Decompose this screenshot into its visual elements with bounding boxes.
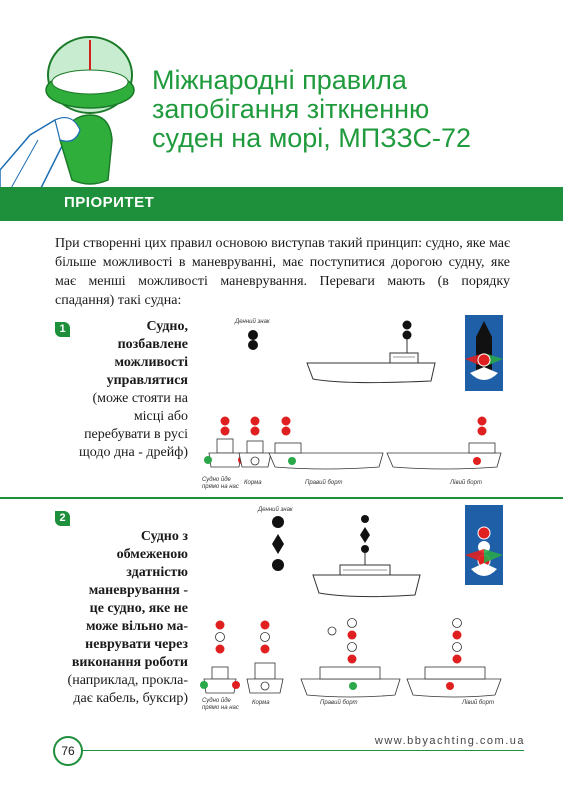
s1-caption-stern: Корма: [244, 480, 262, 486]
s2-bold-8: виконання роботи: [71, 655, 188, 670]
s1-bold-1: Судно,: [146, 319, 188, 334]
s2-bold-6: може вільно ма-: [85, 619, 188, 634]
s1-day-sign-label: Денний знак: [235, 319, 270, 325]
s1-caption-starboard: Правий борт: [305, 480, 343, 486]
s2-bold-4: маневрування -: [88, 583, 188, 598]
s1-note-4: щодо дна - дрейф): [78, 445, 188, 460]
footer-line: [74, 750, 524, 751]
section-2-number: 2: [55, 511, 70, 526]
banner-label: ПРІОРИТЕТ: [64, 194, 155, 211]
s1-caption-ahead: Судно йде прямо на нас: [202, 477, 239, 490]
section-2-text: [60, 528, 188, 708]
intro-paragraph: При створенні цих правил основою виступав такий принцип: судно, яке має більше можливості в маневруванні, має поступитися дорогою судну, яке має менші можливості маневрування. Переваги мають (в порядку спадання) такі судна:: [55, 236, 510, 308]
s2-illustrations: [195, 505, 505, 715]
section-1-text: [60, 318, 188, 462]
page-number: 76: [53, 736, 83, 766]
s2-bold-3: здатністю: [126, 565, 188, 580]
s2-bold-1: Судно з: [140, 529, 188, 544]
s2-caption-starboard: Правий борт: [320, 700, 358, 706]
page-title: [152, 66, 552, 153]
s2-caption-port: Лівий борт: [462, 700, 494, 706]
s1-note-1: (може стояти на: [92, 391, 188, 406]
s1-bold-4: управлятися: [106, 373, 188, 388]
s2-day-sign-label: Денний знак: [258, 507, 293, 513]
s2-bold-2: обмеженою: [116, 547, 188, 562]
compass-illustration: [0, 20, 140, 190]
title-line-2: запобігання зіткненню: [152, 94, 430, 124]
s2-bold-7: неврувати через: [85, 637, 188, 652]
s2-bold-5: це судно, яке не: [89, 601, 188, 616]
section-1-number: 1: [55, 322, 70, 337]
section-divider: [0, 497, 563, 499]
s1-caption-port: Лівий борт: [450, 480, 482, 486]
s2-caption-ahead: Судно йде прямо на нас: [202, 698, 239, 711]
title-line-3: суден на морі, МПЗЗС-72: [152, 123, 472, 153]
s2-note-1: (наприклад, проклa-: [67, 673, 188, 688]
s2-note-2: дає кабель, буксир): [73, 691, 188, 706]
s1-bold-2: позбавлене: [117, 337, 188, 352]
s1-note-2: місці або: [133, 409, 188, 424]
s1-note-3: перебувати в русі: [84, 427, 188, 442]
s1-illustrations: [195, 315, 505, 495]
s2-caption-stern: Корма: [252, 700, 270, 706]
footer-url: www.bbyachting.com.ua: [374, 735, 525, 747]
title-line-1: Міжнародні правила: [152, 65, 407, 95]
s1-bold-3: можливості: [114, 355, 188, 370]
